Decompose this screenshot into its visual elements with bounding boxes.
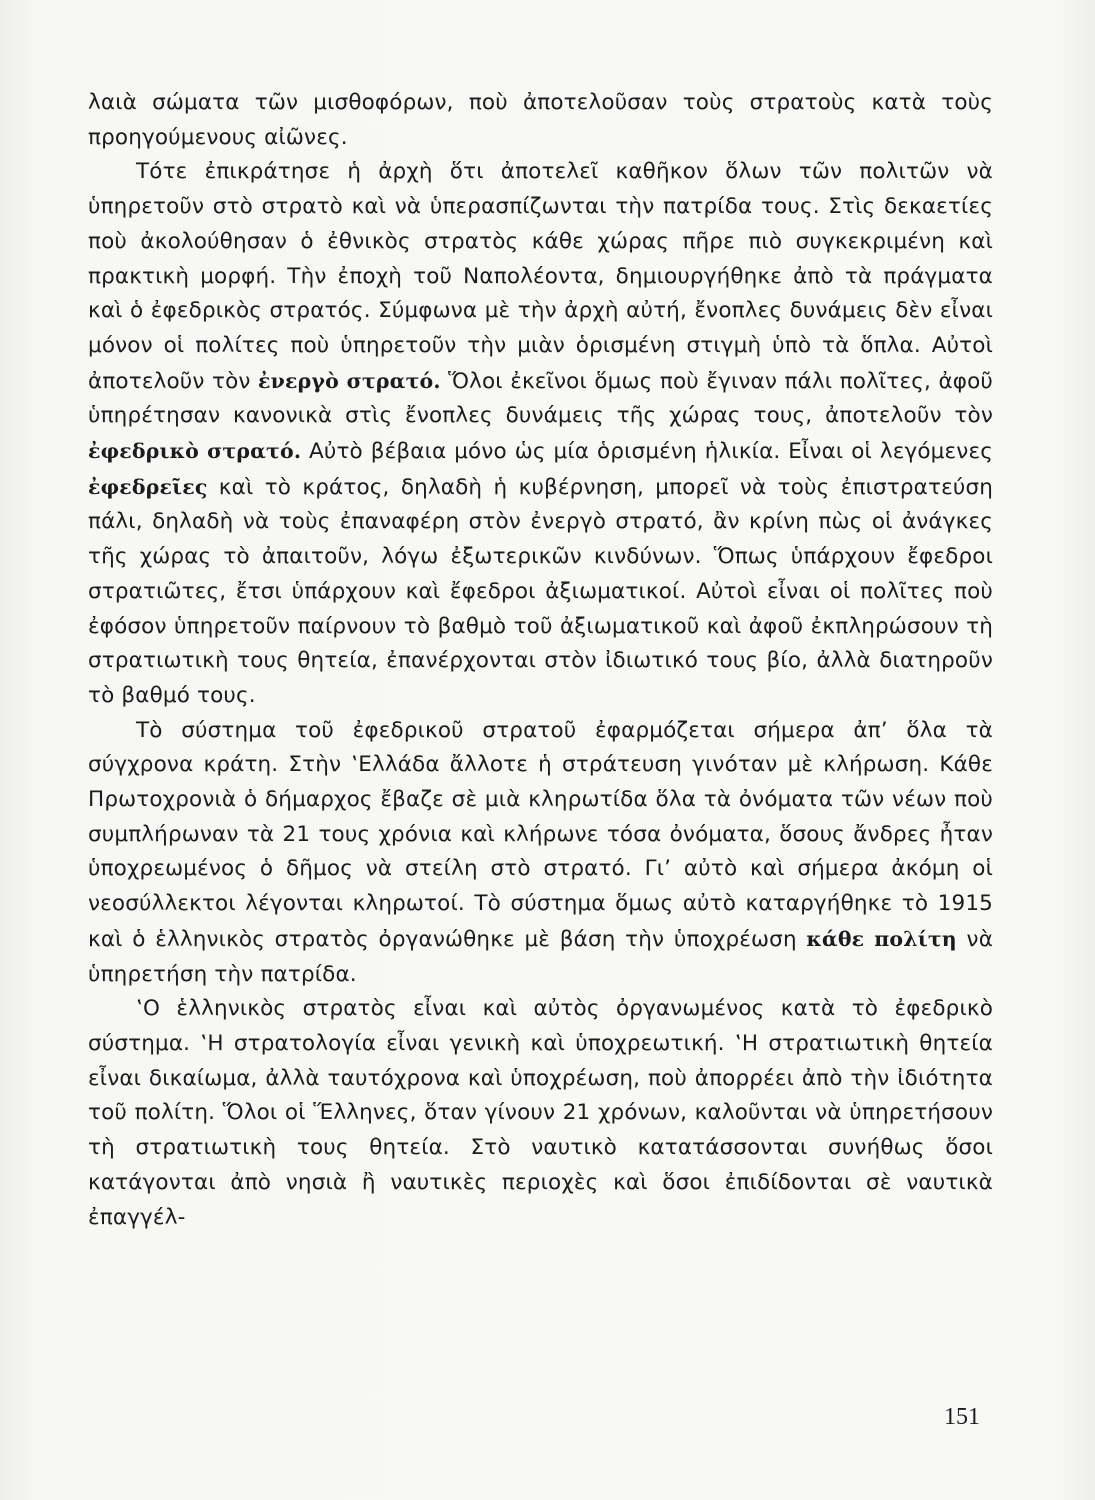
body-text [88,86,993,1235]
text-segment: Αὐτὸ βέβαια μόνο ὡς μία ὁρισμένη ἡλικία. Εἶναι οἱ λεγόμενες [301,439,993,465]
text-segment: Τὸ σύστημα τοῦ ἐφεδρικοῦ στρατοῦ ἐφαρμόζεται σήμερα ἀπ’ ὅλα τὰ σύγχρονα κράτη. Στὴν ‛Ελλάδα ἄλλοτε ἡ στράτευση γινόταν μὲ κλήρωση. Κάθε Πρωτοχρονιὰ ὁ δήμαρχος ἔβαζε σὲ μιὰ κληρωτίδα ὅλα τὰ ὀνόματα τῶν νέων ποὺ συμπλήρωναν τὰ 21 τους χρόνια καὶ κλήρωνε τόσα ὀνόματα, ὅσους ἄνδρες ἦταν ὑποχρεωμένος ὁ δῆμος νὰ στείλη στὸ στρατό. Γι’ αὐτὸ καὶ σήμερα ἀκόμη οἱ νεοσύλλεκτοι λέγονται κληρωτοί. Τὸ σύστημα ὅμως αὐτὸ καταργήθηκε τὸ 1915 καὶ ὁ ἑλληνικὸς στρατὸς ὀργανώθηκε μὲ βάση τὴν ὑποχρέωση [88,717,993,952]
paragraph-3 [88,714,993,993]
emphasis-reserves: ἐφεδρεῖες [88,474,208,499]
emphasis-reserve-army: ἐφεδρικὸ στρατό. [88,439,302,464]
text-segment: νὰ ὑπηρετήση τὴν πατρίδα. [88,926,994,987]
text-segment: καὶ τὸ κράτος, δηλαδὴ ἡ κυβέρνηση, μπορεῖ νὰ τοὺς ἐπιστρατεύση πάλι, δηλαδὴ νὰ τοὺς ἐπαναφέρη στὸν ἐνεργὸ στρατό, ἂν κρίνη πὼς οἱ ἀνάγκες τῆς χώρας τὸ ἀπαιτοῦν, λόγω ἐξωτερικῶν κινδύνων. Ὅπως ὑπάρχουν ἔφεδροι στρατιῶτες, ἔτσι ὑπάρχουν καὶ ἔφεδροι ἀξιωματικοί. Αὐτοὶ εἶναι οἱ πολῖτες ποὺ ἐφόσον ὑπηρετοῦν παίρνουν τὸ βαθμὸ τοῦ ἀξιωματικοῦ καὶ ἀφοῦ ἐκπληρώσουν τὴ στρατιωτικὴ τους θητεία, ἐπανέρχονται στὸν ἰδιωτικό τους βίο, ἀλλὰ διατηροῦν τὸ βαθμό τους. [88,474,993,708]
paragraph-4 [88,992,993,1235]
text-segment: λαιὰ σώματα τῶν μισθοφόρων, ποὺ ἀποτελοῦσαν τοὺς στρατοὺς κατὰ τοὺς προηγούμενους αἰῶνες. [88,90,993,150]
text-segment: Ὅλοι ἐκεῖνοι ὅμως ποὺ ἔγιναν πάλι πολῖτες, ἀφοῦ ὑπηρέτησαν κανονικὰ στὶς ἔνοπλες δυνάμεις τῆς χώρας τους, ἀποτελοῦν τὸν [88,368,994,429]
emphasis-active-army: ἐνεργὸ στρατό. [258,368,441,393]
text-segment: Τότε ἐπικράτησε ἡ ἀρχὴ ὅτι ἀποτελεῖ καθῆκον ὅλων τῶν πολιτῶν νὰ ὑπηρετοῦν στὸ στρατὸ καὶ νὰ ὑπερασπίζωνται τὴν πατρίδα τους. Στὶς δεκαετίες ποὺ ἀκολούθησαν ὁ ἐθνικὸς στρατὸς κάθε χώρας πῆρε πιὸ συγκεκριμένη καὶ πρακτικὴ μορφή. Τὴν ἐποχὴ τοῦ Ναπολέοντα, δημιουργήθηκε ἀπὸ τὰ πράγματα καὶ ὁ ἐφεδρικὸς στρατός. Σύμφωνα μὲ τὴν ἀρχὴ αὐτή, ἔνοπλες δυνάμεις δὲν εἶναι μόνον οἱ πολίτες ποὺ ὑπηρετοῦν τὴν μιὰν ὁρισμένη στιγμὴ ὑπὸ τὰ ὅπλα. Αὐτοὶ ἀποτελοῦν τὸν [88,159,993,394]
text-segment: ‛Ο ἑλληνικὸς στρατὸς εἶναι καὶ αὐτὸς ὀργανωμένος κατὰ τὸ ἐφεδρικὸ σύστημα. ‛Η στρατολογία εἶναι γενικὴ καὶ ὑποχρεωτική. ‛Η στρατιωτικὴ θητεία εἶναι δικαίωμα, ἀλλὰ ταυτόχρονα καὶ ὑποχρέωση, ποὺ ἀπορρέει ἀπὸ τὴν ἰδιότητα τοῦ πολίτη. Ὅλοι οἱ Ἕλληνες, ὅταν γίνουν 21 χρόνων, καλοῦνται νὰ ὑπηρετήσουν τὴ στρατιωτικὴ τους θητεία. Στὸ ναυτικὸ κατατάσσονται συνήθως ὅσοι κατάγονται ἀπὸ νησιὰ ἢ ναυτικὲς περιοχὲς καὶ ὅσοι ἐπιδίδονται σὲ ναυτικὰ ἐπαγγέλ- [88,996,993,1230]
emphasis-every-citizen: κάθε πολίτη [806,926,957,951]
paragraph-1 [88,86,993,155]
paragraph-2 [88,155,993,713]
page-number: 151 [944,1404,980,1430]
